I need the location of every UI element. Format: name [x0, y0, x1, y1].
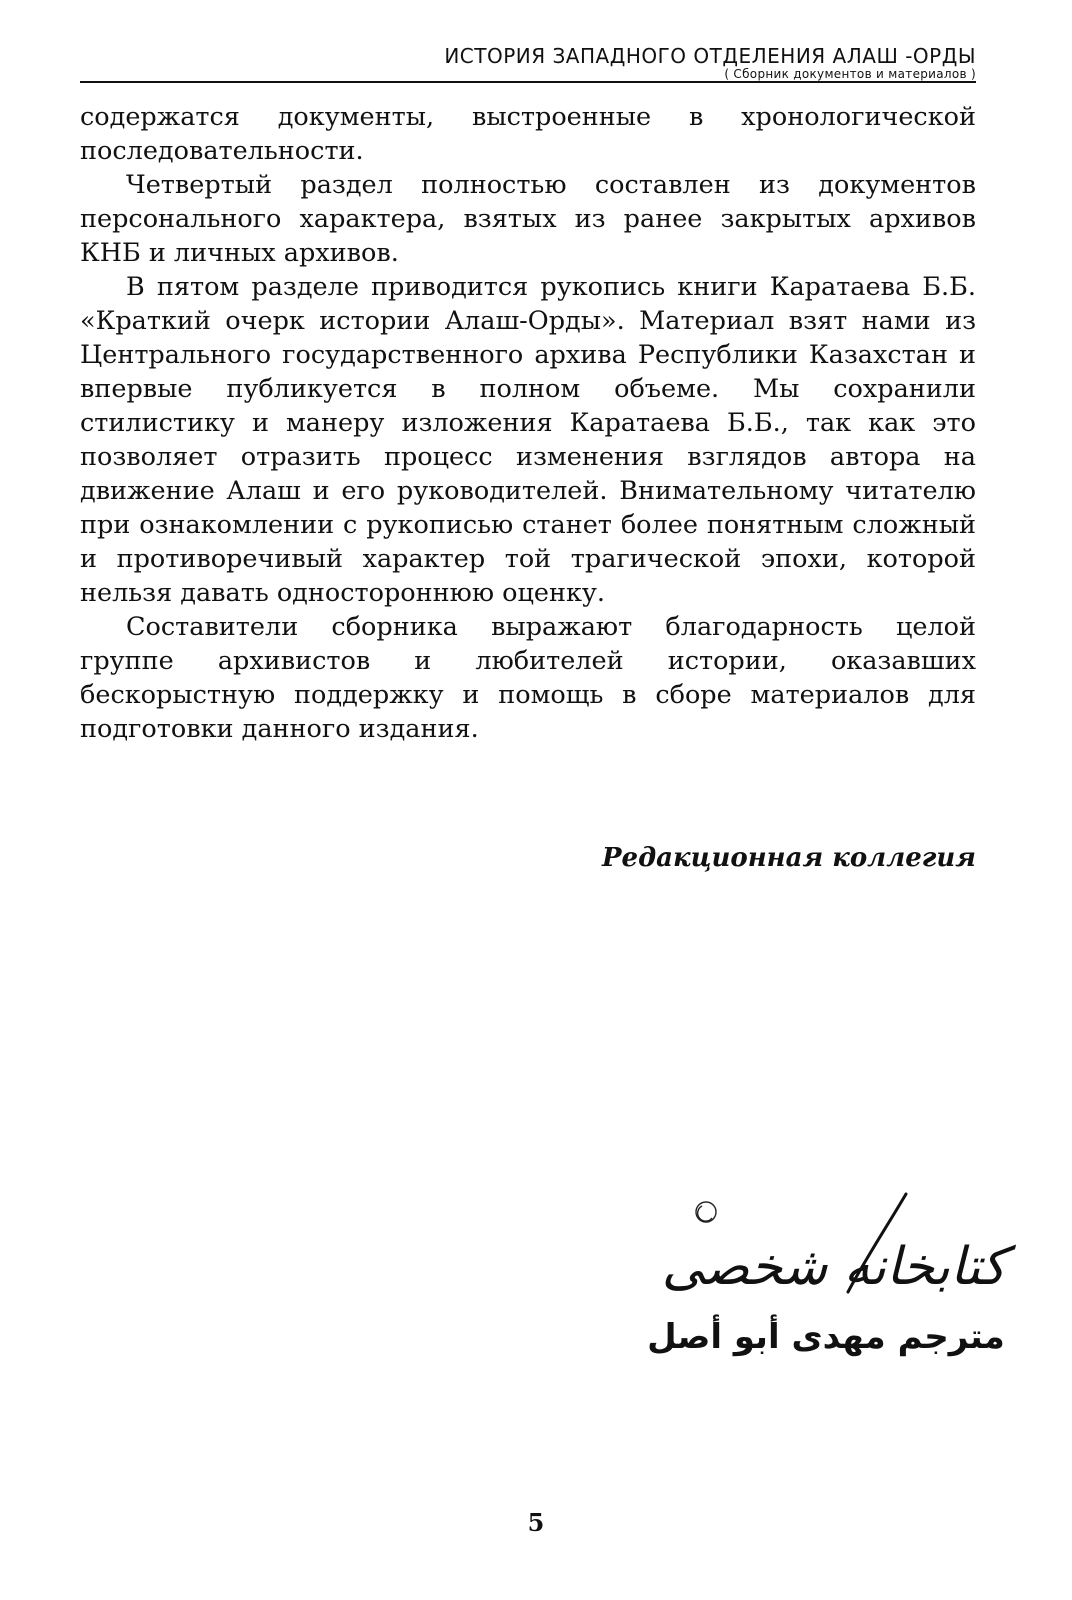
library-stamp: [647, 1188, 1007, 1368]
paragraph-acknowledgements: Составители сборника выражают благодарность целой группе архивистов и любителей истории, оказавших бескорыстную поддержку и помощь в сборе материалов для подготовки данного издания.: [80, 612, 976, 744]
running-header-title: ИСТОРИЯ ЗАПАДНОГО ОТДЕЛЕНИЯ АЛАШ -ОРДЫ: [444, 44, 976, 68]
library-stamp-graphic: [647, 1188, 1007, 1368]
body-text: [80, 100, 976, 746]
stamp-line-1: کتابخانه شخصی: [661, 1237, 1007, 1297]
editorial-board-signature: Редакционная коллегия: [601, 843, 976, 873]
paragraph-continuation: содержатся документы, выстроенные в хронологической последовательности.: [80, 102, 976, 166]
running-header-subtitle: ( Сборник документов и материалов ): [724, 67, 976, 81]
header-rule: [80, 81, 976, 83]
paragraph-section-five: В пятом разделе приводится рукопись книги Каратаева Б.Б. «Краткий очерк истории Алаш-Орды». Материал взят нами из Центрального государственного архива Республики Казахстан и впервые публикуется в полном объеме. Мы сохранили стилистику и манеру изложения Каратаева Б.Б., так как это позволяет отразить процесс изменения взглядов автора на движение Алаш и его руководителей. Внимательному читателю при ознакомлении с рукописью станет более понятным сложный и противоречивый характер той трагической эпохи, которой нельзя давать одностороннюю оценку.: [80, 272, 976, 608]
paragraph-section-four: Четвертый раздел полностью составлен из документов персонального характера, взятых из ранее закрытых архивов КНБ и личных архивов.: [80, 170, 976, 268]
running-header: [80, 38, 976, 84]
stamp-line-2: مترجم مهدی أبو أصل: [647, 1317, 1005, 1357]
page-number: 5: [527, 1508, 545, 1537]
